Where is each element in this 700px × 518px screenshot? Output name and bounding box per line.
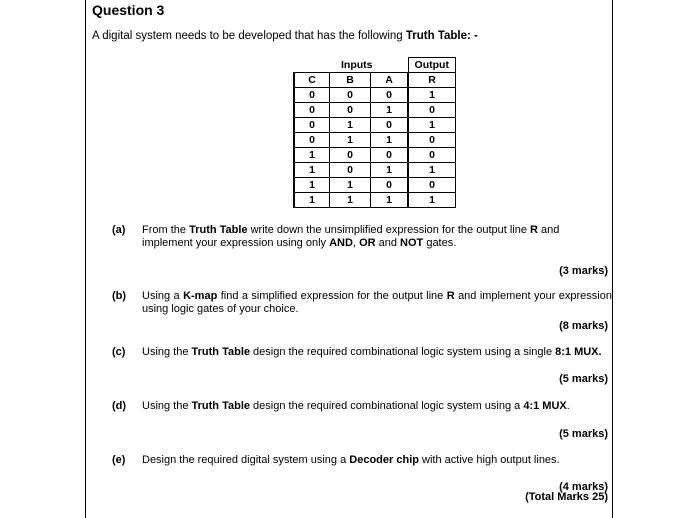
part-label: (d) (112, 400, 127, 412)
part-label: (c) (112, 346, 126, 358)
bold-term: AND (329, 237, 353, 249)
intro-text (92, 30, 478, 42)
cell-r: 0 (408, 148, 456, 163)
text-run: Using a (142, 290, 184, 302)
part-marks: (8 marks) (559, 320, 608, 332)
cell-b: 1 (330, 118, 371, 133)
part-text (142, 290, 612, 316)
truth-table-row (294, 178, 456, 193)
bold-term: Truth Table (191, 346, 250, 358)
cell-r: 0 (408, 133, 456, 148)
cell-a: 1 (371, 103, 409, 118)
cell-b: 1 (330, 193, 371, 208)
cell-a: 1 (371, 163, 409, 178)
truth-table-row (294, 133, 456, 148)
cell-r: 1 (408, 193, 456, 208)
part-text (142, 224, 587, 250)
text-run: and implement your expression using logic gates of your choice. (142, 290, 612, 315)
part-marks: (5 marks) (559, 373, 608, 385)
bold-term: 8:1 MUX. (555, 346, 602, 358)
cell-c: 1 (294, 193, 330, 208)
cell-a: 0 (371, 88, 409, 103)
bold-term: K-map (183, 290, 218, 302)
bold-term: NOT (400, 237, 424, 249)
truth-table (293, 57, 456, 208)
truth-table-row (294, 88, 456, 103)
page-border-right (612, 0, 613, 518)
intro-bold: Truth Table: - (405, 30, 478, 42)
text-run: find a simplified expression for the output line (217, 290, 447, 302)
cell-r: 1 (408, 88, 456, 103)
cell-b: 0 (330, 103, 371, 118)
part-label: (a) (112, 224, 126, 236)
text-run: gates. (423, 237, 457, 249)
cell-a: 0 (371, 178, 409, 193)
part-text (142, 454, 602, 467)
part-marks: (4 marks) (559, 481, 608, 493)
part-label: (e) (112, 454, 126, 466)
bold-term: Decoder chip (349, 454, 419, 466)
truth-table-row (294, 193, 456, 208)
header-cell-b: B (330, 73, 371, 88)
text-run: design the required combinational logic system using a single (250, 346, 556, 358)
cell-a: 1 (371, 193, 409, 208)
question-title: Question 3 (92, 2, 165, 18)
page-border-left (85, 0, 86, 518)
header-cell-a: A (371, 73, 409, 88)
text-run: design the required combinational logic system using a (250, 400, 524, 412)
cell-c: 1 (294, 163, 330, 178)
cell-c: 0 (294, 133, 330, 148)
truth-table-row (294, 103, 456, 118)
cell-a: 0 (371, 148, 409, 163)
cell-a: 1 (371, 133, 409, 148)
text-run: Using the (142, 400, 192, 412)
cell-a: 0 (371, 118, 409, 133)
text-run: Design the required digital system using a (142, 454, 350, 466)
cell-c: 1 (294, 178, 330, 193)
cell-b: 0 (330, 88, 371, 103)
bold-term: R (446, 290, 455, 302)
truth-table-header-row (294, 73, 456, 88)
truth-table-row (294, 163, 456, 178)
intro-plain: A digital system needs to be developed that has the following (92, 30, 406, 42)
cell-r: 0 (408, 178, 456, 193)
cell-c: 1 (294, 148, 330, 163)
header-cell-r: R (408, 73, 456, 88)
cell-b: 1 (330, 178, 371, 193)
part-marks: (3 marks) (559, 265, 608, 277)
text-run: and implement your expression using only (142, 224, 560, 249)
cell-c: 0 (294, 103, 330, 118)
cell-r: 1 (408, 118, 456, 133)
part-marks: (5 marks) (559, 428, 608, 440)
header-cell-c: C (294, 73, 330, 88)
bold-term: Truth Table (191, 400, 250, 412)
part-text (142, 346, 607, 359)
output-group-header: Output (408, 58, 456, 73)
text-run: write down the unsimplified expression for the output line (247, 224, 531, 236)
truth-table-body (294, 73, 456, 208)
bold-term: OR (359, 237, 376, 249)
text-run: Using the (142, 346, 192, 358)
cell-r: 0 (408, 103, 456, 118)
text-run: . (566, 400, 570, 412)
text-run: and (375, 237, 401, 249)
text-run: with active high output lines. (418, 454, 560, 466)
bold-term: R (530, 224, 538, 236)
cell-c: 0 (294, 88, 330, 103)
text-run: From the (142, 224, 190, 236)
bold-term: Truth Table (189, 224, 248, 236)
bold-term: 4:1 MUX (523, 400, 567, 412)
cell-b: 1 (330, 133, 371, 148)
cell-r: 1 (408, 163, 456, 178)
truth-table-row (294, 118, 456, 133)
total-marks: (Total Marks 25) (525, 491, 608, 503)
cell-c: 0 (294, 118, 330, 133)
part-text (142, 400, 612, 413)
cell-b: 0 (330, 148, 371, 163)
part-label: (b) (112, 290, 127, 302)
truth-table-row (294, 148, 456, 163)
cell-b: 0 (330, 163, 371, 178)
text-run: , (352, 237, 360, 249)
inputs-group-header: Inputs (341, 58, 373, 71)
